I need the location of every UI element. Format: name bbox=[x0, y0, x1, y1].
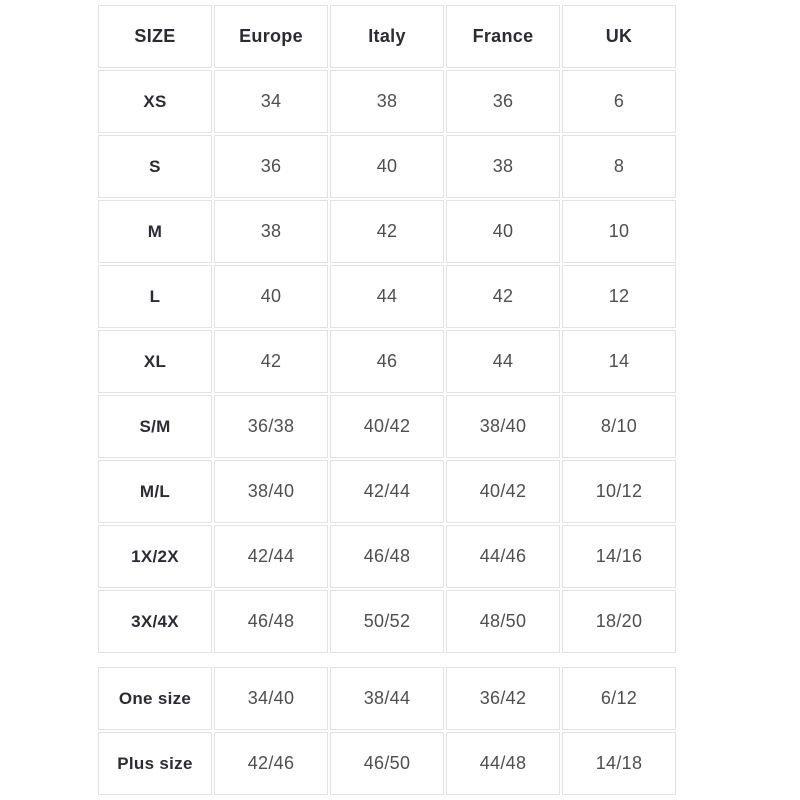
size-value-cell: 46/48 bbox=[330, 525, 444, 588]
size-value-cell: 8/10 bbox=[562, 395, 676, 458]
column-header: SIZE bbox=[98, 5, 212, 68]
table-row bbox=[98, 460, 676, 523]
size-label-cell: 3X/4X bbox=[98, 590, 212, 653]
size-value-cell: 34/40 bbox=[214, 667, 328, 730]
size-value-cell: 40/42 bbox=[446, 460, 560, 523]
size-value-cell: 12 bbox=[562, 265, 676, 328]
size-label-cell: S/M bbox=[98, 395, 212, 458]
size-value-cell: 40 bbox=[330, 135, 444, 198]
size-value-cell: 36 bbox=[446, 70, 560, 133]
size-value-cell: 46 bbox=[330, 330, 444, 393]
header-row bbox=[98, 5, 676, 68]
table-row bbox=[98, 200, 676, 263]
size-value-cell: 10 bbox=[562, 200, 676, 263]
table-row bbox=[98, 667, 676, 730]
size-value-cell: 36/38 bbox=[214, 395, 328, 458]
column-header: France bbox=[446, 5, 560, 68]
column-header: UK bbox=[562, 5, 676, 68]
size-value-cell: 38 bbox=[330, 70, 444, 133]
size-conversion-table bbox=[96, 3, 678, 655]
column-header: Italy bbox=[330, 5, 444, 68]
size-value-cell: 14/18 bbox=[562, 732, 676, 795]
size-value-cell: 42/44 bbox=[330, 460, 444, 523]
table-row bbox=[98, 330, 676, 393]
size-label-cell: XS bbox=[98, 70, 212, 133]
size-value-cell: 14/16 bbox=[562, 525, 676, 588]
size-value-cell: 46/50 bbox=[330, 732, 444, 795]
size-label-cell: S bbox=[98, 135, 212, 198]
table-row bbox=[98, 135, 676, 198]
size-value-cell: 38 bbox=[214, 200, 328, 263]
special-size-table bbox=[96, 665, 678, 797]
table-row bbox=[98, 395, 676, 458]
size-value-cell: 44/48 bbox=[446, 732, 560, 795]
size-value-cell: 46/48 bbox=[214, 590, 328, 653]
size-value-cell: 10/12 bbox=[562, 460, 676, 523]
table-row bbox=[98, 590, 676, 653]
size-value-cell: 36/42 bbox=[446, 667, 560, 730]
size-label-cell: XL bbox=[98, 330, 212, 393]
size-label-cell: M bbox=[98, 200, 212, 263]
size-value-cell: 38/40 bbox=[446, 395, 560, 458]
table-row bbox=[98, 732, 676, 795]
size-label-cell: L bbox=[98, 265, 212, 328]
size-value-cell: 44 bbox=[330, 265, 444, 328]
size-value-cell: 6 bbox=[562, 70, 676, 133]
size-value-cell: 38/44 bbox=[330, 667, 444, 730]
size-label-cell: One size bbox=[98, 667, 212, 730]
size-value-cell: 14 bbox=[562, 330, 676, 393]
size-value-cell: 18/20 bbox=[562, 590, 676, 653]
size-value-cell: 50/52 bbox=[330, 590, 444, 653]
size-value-cell: 6/12 bbox=[562, 667, 676, 730]
size-value-cell: 38 bbox=[446, 135, 560, 198]
size-value-cell: 42/46 bbox=[214, 732, 328, 795]
size-value-cell: 40/42 bbox=[330, 395, 444, 458]
size-value-cell: 34 bbox=[214, 70, 328, 133]
size-label-cell: Plus size bbox=[98, 732, 212, 795]
size-value-cell: 38/40 bbox=[214, 460, 328, 523]
size-value-cell: 42 bbox=[446, 265, 560, 328]
size-label-cell: M/L bbox=[98, 460, 212, 523]
size-value-cell: 42 bbox=[214, 330, 328, 393]
table-row bbox=[98, 265, 676, 328]
size-value-cell: 48/50 bbox=[446, 590, 560, 653]
size-value-cell: 36 bbox=[214, 135, 328, 198]
size-value-cell: 44 bbox=[446, 330, 560, 393]
size-value-cell: 42 bbox=[330, 200, 444, 263]
size-value-cell: 40 bbox=[446, 200, 560, 263]
size-value-cell: 42/44 bbox=[214, 525, 328, 588]
size-label-cell: 1X/2X bbox=[98, 525, 212, 588]
size-value-cell: 44/46 bbox=[446, 525, 560, 588]
column-header: Europe bbox=[214, 5, 328, 68]
table-row bbox=[98, 70, 676, 133]
size-value-cell: 40 bbox=[214, 265, 328, 328]
size-value-cell: 8 bbox=[562, 135, 676, 198]
table-row bbox=[98, 525, 676, 588]
